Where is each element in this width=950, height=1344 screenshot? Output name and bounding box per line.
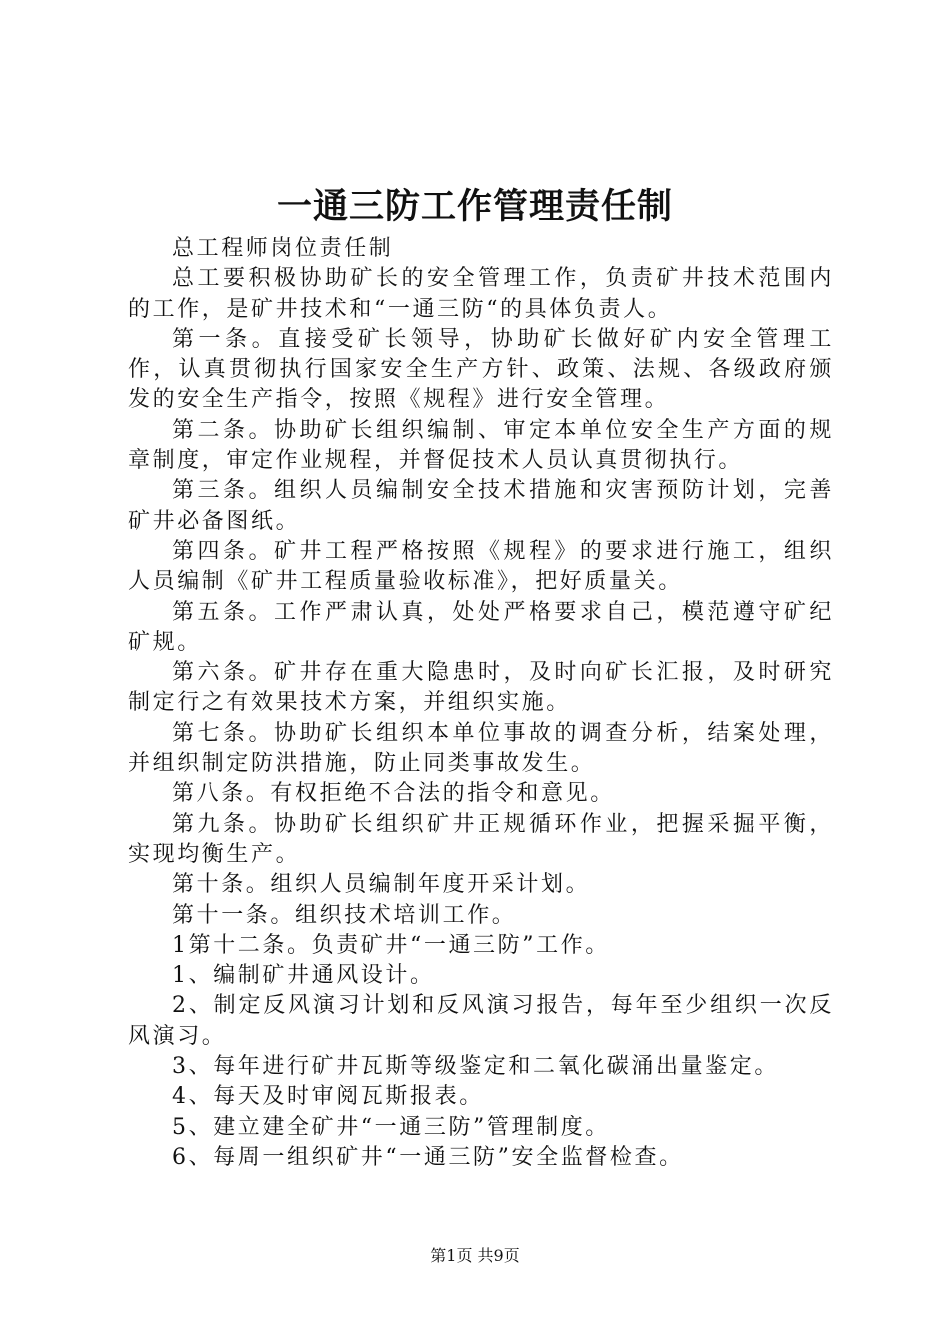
paragraph: 第十条。组织人员编制年度开采计划。 (172, 872, 591, 898)
paragraph: 第二条。协助矿长组织编制、审定本单位安全生产方面的规章制度，审定作业规程，并督促技术人员认真贯彻执行。 (128, 417, 834, 474)
paragraph: 3、每年进行矿井瓦斯等级鉴定和二氧化碳涌出量鉴定。 (172, 1054, 779, 1080)
paragraph: 第七条。协助矿长组织本单位事故的调查分析，结案处理，并组织制定防洪措施，防止同类事故发生。 (128, 720, 834, 777)
paragraph: 第六条。矿井存在重大隐患时，及时向矿长汇报，及时研究制定行之有效果技术方案，并组织实施。 (128, 660, 834, 716)
paragraph: 1、编制矿井通风设计。 (172, 963, 435, 989)
document-body (128, 234, 834, 1173)
paragraph: 第九条。协助矿长组织矿井正规循环作业，把握采掘平衡，实现均衡生产。 (128, 811, 834, 867)
paragraph: 6、每周一组织矿井“一通三防”安全监督检查。 (172, 1144, 684, 1170)
document-title: 一通三防工作管理责任制 (276, 186, 673, 227)
paragraph: 第三条。组织人员编制安全技术措施和灾害预防计划，完善矿井必备图纸。 (128, 478, 834, 534)
paragraph: 总工要积极协助矿长的安全管理工作，负责矿井技术范围内的工作，是矿井技术和“一通三防“的具体负责人。 (128, 266, 834, 322)
page-footer: 第1页 共9页 (430, 1246, 520, 1265)
paragraph: 1第十二条。负责矿井“一通三防”工作。 (172, 932, 610, 958)
paragraph: 第十一条。组织技术培训工作。 (172, 902, 517, 928)
paragraph: 第四条。矿井工程严格按照《规程》的要求进行施工，组织人员编制《矿井工程质量验收标准》，把好质量关。 (128, 538, 834, 595)
paragraph: 总工程师岗位责任制 (172, 236, 394, 261)
paragraph: 第八条。有权拒绝不合法的指令和意见。 (172, 781, 615, 807)
paragraph: 2、制定反风演习计划和反风演习报告，每年至少组织一次反风演习。 (128, 993, 834, 1049)
paragraph: 4、每天及时审阅瓦斯报表。 (172, 1084, 484, 1110)
paragraph: 第五条。工作严肃认真，处处严格要求自己，模范遵守矿纪矿规。 (128, 599, 834, 655)
paragraph: 5、建立建全矿井“一通三防”管理制度。 (172, 1114, 610, 1140)
paragraph: 第一条。直接受矿长领导，协助矿长做好矿内安全管理工作，认真贯彻执行国家安全生产方针、政策、法规、各级政府颁发的安全生产指令，按照《规程》进行安全管理。 (128, 326, 834, 413)
